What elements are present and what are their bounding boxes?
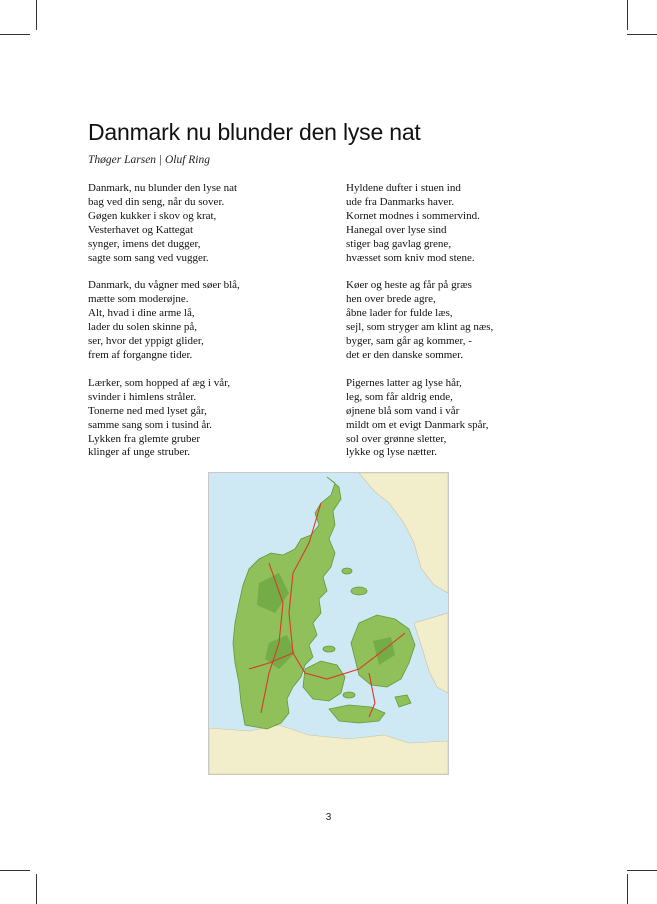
poem-line: lykke og lyse nætter. [346, 446, 438, 459]
poem-line: Hanegal over lyse sind [346, 223, 447, 236]
poem-line: Køer og heste ag får på græs [346, 279, 472, 292]
poem-line: stiger bag gavlag grene, [346, 237, 452, 250]
poem-line: hvæsset som kniv mod stene. [346, 251, 475, 264]
poem-stanza [346, 182, 586, 265]
poem-line: sol over grønne sletter, [346, 432, 447, 445]
poem-stanza [88, 279, 328, 362]
map-funen [303, 661, 345, 701]
map-island [343, 692, 355, 698]
map-island [323, 646, 335, 652]
poem-line: Lærker, som hopped af æg i vår, [88, 376, 231, 389]
poem-line: Danmark, nu blunder den lyse nat [88, 182, 238, 194]
crop-mark [36, 874, 37, 904]
poem-line: samme sang som i tusind år. [88, 418, 213, 431]
poem-line: sagte som sang ved vugger. [88, 251, 209, 264]
poem-line: frem af forgangne tider. [88, 348, 193, 361]
denmark-map-image [208, 472, 449, 775]
page-title: Danmark nu blunder den lyse nat [88, 119, 421, 145]
poem-line: åbne lader for fulde læs, [346, 307, 453, 320]
poem-line: bag ved din seng, når du sover. [88, 195, 225, 208]
poem-stanza [88, 182, 328, 265]
crop-mark [627, 0, 628, 30]
poem-authors: Thøger Larsen | Oluf Ring [88, 154, 211, 166]
poem-left-column [88, 182, 328, 474]
poem-stanza [88, 377, 328, 460]
poem-line: lader du solen skinne på, [88, 321, 198, 334]
poem-line: det er den danske sommer. [346, 348, 463, 361]
crop-mark [627, 870, 657, 871]
poem-line: leg, som får aldrig ende, [346, 390, 453, 403]
poem-stanza [346, 377, 586, 460]
crop-mark [36, 0, 37, 30]
poem-line: ude fra Danmarks haver. [346, 195, 455, 208]
poem-line: øjnene blå som vand i vår [346, 404, 460, 417]
poem-stanza [346, 279, 586, 362]
poem-line: synger, imens det dugger, [88, 237, 201, 250]
page-number: 3 [325, 812, 332, 823]
crop-mark [0, 34, 30, 35]
poem-line: Alt, hvad i dine arme lå, [88, 307, 195, 320]
poem-line: Gøgen kukker i skov og krat, [88, 209, 217, 222]
poem-line: Tonerne ned med lyset går, [88, 404, 207, 417]
poem-line: Kornet modnes i sommervind. [346, 209, 480, 222]
poem-line: Lykken fra glemte gruber [88, 432, 201, 445]
poem-line: svinder i himlens stråler. [88, 390, 197, 403]
poem-line: sejl, som stryger am klint ag næs, [346, 321, 494, 334]
poem-line: Hyldene dufter i stuen ind [346, 182, 461, 194]
poem-line: klinger af unge struber. [88, 446, 191, 459]
poem-line: mætte som moderøjne. [88, 293, 189, 306]
poem-line: mildt om et evigt Danmark spår, [346, 418, 489, 431]
poem-line: Danmark, du vågner med søer blå, [88, 279, 240, 292]
map-island [351, 587, 367, 595]
poem-line: Vesterhavet og Kattegat [88, 223, 194, 236]
poem-right-column [346, 182, 586, 474]
crop-mark [627, 34, 657, 35]
poem-line: hen over brede agre, [346, 293, 436, 306]
poem-line: ser, hvor det yppigt glider, [88, 335, 204, 348]
denmark-map-svg [209, 473, 448, 774]
map-island [342, 568, 352, 574]
crop-mark [0, 870, 30, 871]
poem-line: byger, sam går ag kommer, - [346, 335, 472, 348]
poem-line: Pigernes latter ag lyse hår, [346, 376, 462, 389]
crop-mark [627, 874, 628, 904]
